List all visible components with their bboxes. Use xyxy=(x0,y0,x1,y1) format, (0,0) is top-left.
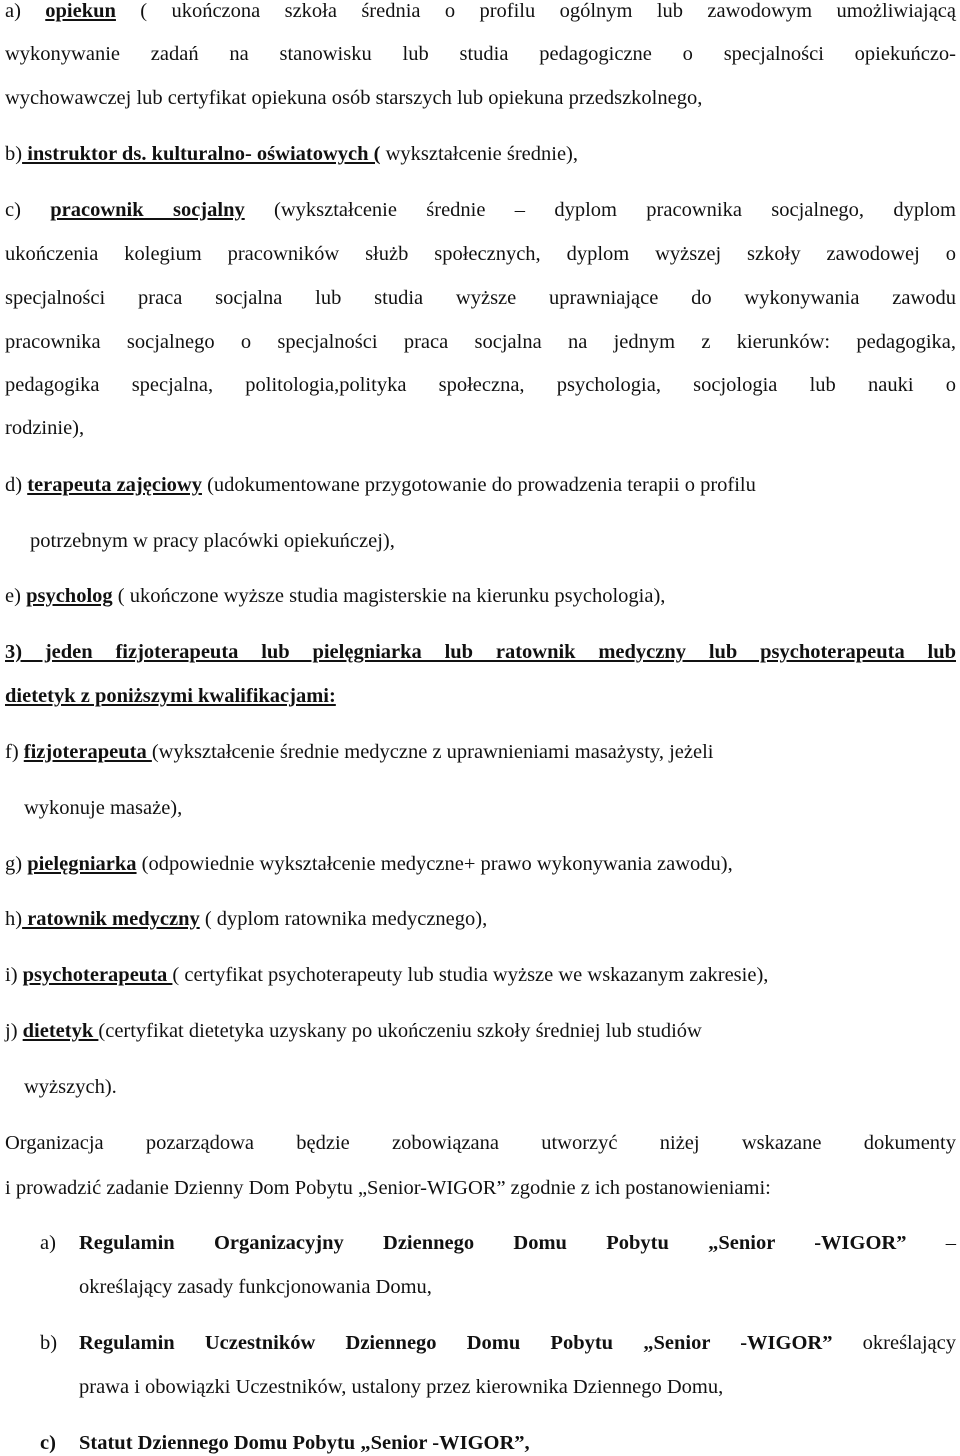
item-label: e) xyxy=(5,585,27,607)
text-line: wychowawczej lub certyfikat opiekuna osób starszych lub opiekuna przedszkolnego, xyxy=(5,87,703,109)
text-line: ukończenia kolegium pracowników służb społecznych, dyplom wyższej szkoły zawodowej o xyxy=(5,243,956,265)
term-terapeuta-zajeciowy: terapeuta zajęciowy xyxy=(27,474,202,496)
doc-text: określający xyxy=(832,1332,956,1354)
item-text: (certyfikat dietetyka uzyskany po ukończeniu szkoły średniej lub studiów xyxy=(98,1020,702,1042)
term-ratownik-medyczny: ratownik medyczny xyxy=(22,908,200,930)
text-line: potrzebnym w pracy placówki opiekuńczej), xyxy=(30,530,395,552)
item-text: (wykształcenie średnie medyczne z uprawnieniami masażysty, jeżeli xyxy=(151,741,714,763)
item-text: ( certyfikat psychoterapeuty lub studia wyższe we wskazanym zakresie), xyxy=(172,964,769,986)
item-a-opiekun xyxy=(5,0,956,23)
item-b-instruktor xyxy=(5,142,956,166)
text-line: pracownika socjalnego o specjalności praca socjalna na jednym z kierunków: pedagogika, xyxy=(5,331,956,353)
item-f-fizjoterapeuta xyxy=(5,740,956,764)
text-line: określający zasady funkcjonowania Domu, xyxy=(79,1276,432,1298)
item-label: b) xyxy=(5,143,23,165)
item-label: a) xyxy=(5,0,46,22)
list-label-a: a) xyxy=(40,1232,56,1254)
item-label: g) xyxy=(5,853,28,875)
text-line: wykonywanie zadań na stanowisku lub studia pedagogiczne o specjalności opiekuńczo- xyxy=(5,43,956,65)
doc-item-regulamin-uczestnikow xyxy=(79,1331,956,1355)
section-3-heading-cont xyxy=(5,684,956,708)
doc-text: – xyxy=(906,1232,956,1254)
item-text: (udokumentowane przygotowanie do prowadzenia terapii o profilu xyxy=(201,474,756,496)
item-label: d) xyxy=(5,474,28,496)
doc-title: Regulamin Organizacyjny Dziennego Domu Pobytu „Senior -WIGOR” xyxy=(79,1232,907,1254)
term-pielegniarka: pielęgniarka xyxy=(27,853,137,875)
text-line: specjalności praca socjalna lub studia wyższe uprawniające do wykonywania zawodu xyxy=(5,287,956,309)
item-text: ( ukończone wyższe studia magisterskie na kierunku psychologia), xyxy=(112,585,666,607)
item-g-pielegniarka xyxy=(5,852,956,876)
text-line: rodzinie), xyxy=(5,417,85,439)
text-line: prawa i obowiązki Uczestników, ustalony przez kierownika Dziennego Domu, xyxy=(79,1376,724,1398)
term-instruktor: instruktor ds. kulturalno- oświatowych ( xyxy=(22,143,381,165)
list-label-b: b) xyxy=(40,1332,58,1354)
text-line: wykonuje masaże), xyxy=(24,797,183,819)
item-i-psychoterapeuta xyxy=(5,963,956,987)
term-psycholog: psycholog xyxy=(26,585,113,607)
item-label: f) xyxy=(5,741,24,763)
term-opiekun: opiekun xyxy=(45,0,116,22)
item-c-pracownik-socjalny xyxy=(5,198,956,222)
list-label-c: c) xyxy=(40,1432,56,1454)
term-psychoterapeuta: psychoterapeuta xyxy=(22,964,173,986)
term-dietetyk: dietetyk xyxy=(22,1020,99,1042)
item-text: ( dyplom ratownika medycznego), xyxy=(199,908,488,930)
item-e-psycholog xyxy=(5,584,956,608)
text-line: wyższych). xyxy=(24,1076,117,1098)
item-d-terapeuta xyxy=(5,473,956,497)
text-line: pedagogika specjalna, politologia,polityka społeczna, psychologia, socjologia lub nauki o xyxy=(5,374,956,396)
section-3-title-cont: dietetyk z poniższymi kwalifikacjami: xyxy=(5,685,336,707)
doc-item-statut xyxy=(79,1431,956,1455)
item-label: i) xyxy=(5,964,23,986)
item-text: (wykształcenie średnie – dyplom pracownika socjalnego, dyplom xyxy=(244,199,956,221)
item-label: h) xyxy=(5,908,23,930)
item-text: ( ukończona szkoła średnia o profilu ogólnym lub zawodowym umożliwiającą xyxy=(115,0,956,22)
item-text: (odpowiednie wykształcenie medyczne+ prawo wykonywania zawodu), xyxy=(136,853,733,875)
section-3-title: 3) jeden fizjoterapeuta lub pielęgniarka lub ratownik medyczny lub psychoterapeuta lub xyxy=(5,641,956,663)
item-j-dietetyk xyxy=(5,1019,956,1043)
item-text: wykształcenie średnie), xyxy=(380,143,579,165)
doc-item-regulamin-organizacyjny xyxy=(79,1231,956,1255)
item-h-ratownik xyxy=(5,907,956,931)
item-label: c) xyxy=(5,199,51,221)
paragraph-line: i prowadzić zadanie Dzienny Dom Pobytu „Senior-WIGOR” zgodnie z ich postanowieniami: xyxy=(5,1177,771,1199)
paragraph-line: Organizacja pozarządowa będzie zobowiązana utworzyć niżej wskazane dokumenty xyxy=(5,1132,956,1154)
doc-title: Statut Dziennego Domu Pobytu „Senior -WIGOR”, xyxy=(79,1432,530,1454)
section-3-heading xyxy=(5,640,956,664)
item-label: j) xyxy=(5,1020,23,1042)
term-fizjoterapeuta: fizjoterapeuta xyxy=(23,741,152,763)
doc-title: Regulamin Uczestników Dziennego Domu Pobytu „Senior -WIGOR” xyxy=(79,1332,833,1354)
term-pracownik-socjalny: pracownik socjalny xyxy=(50,199,245,221)
